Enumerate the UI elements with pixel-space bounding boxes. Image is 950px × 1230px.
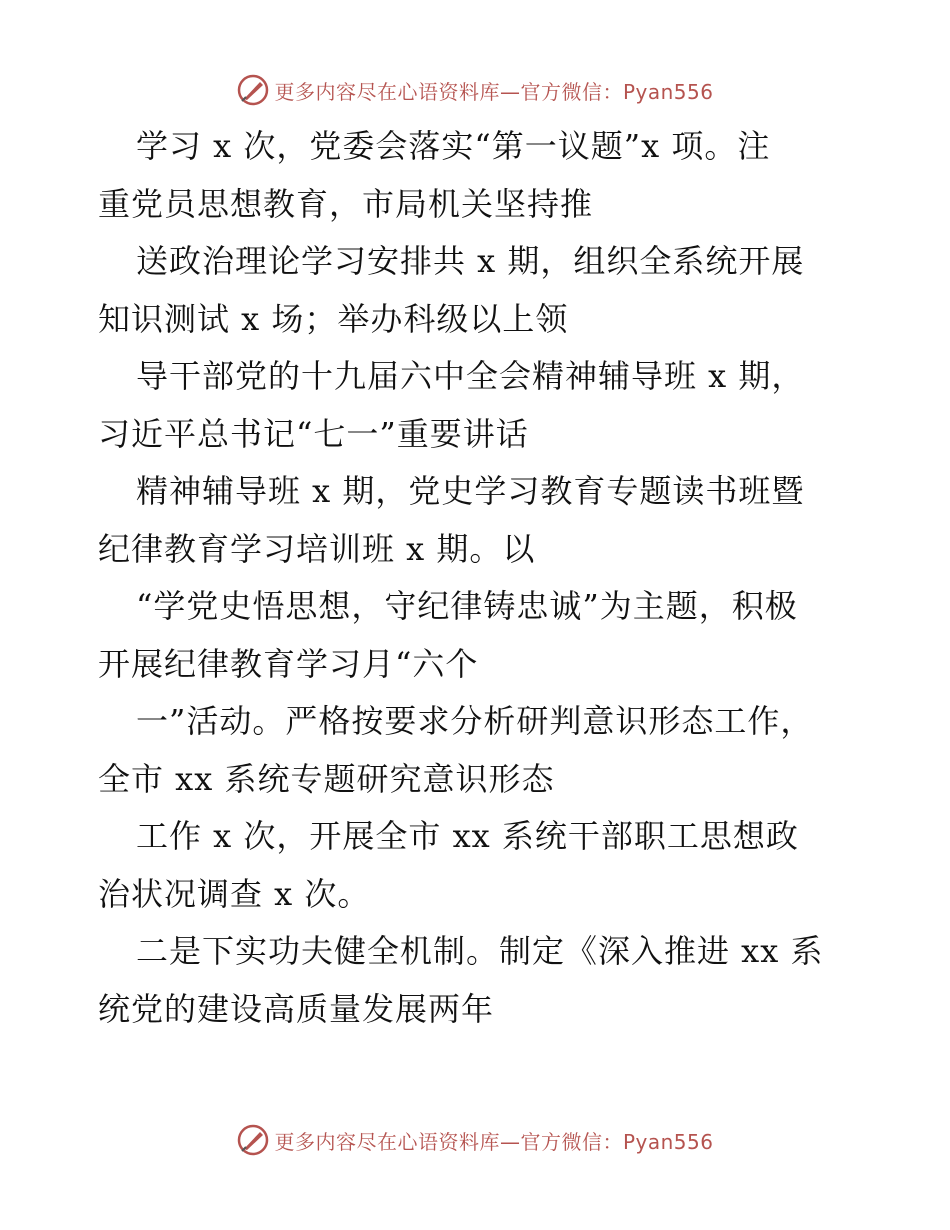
text-line: 一”活动。严格按要求分析研判意识形态工作， [136, 702, 814, 740]
document-body [98, 118, 858, 1038]
text-line: 导干部党的十九届六中全会精神辅导班 x 期， [136, 357, 805, 395]
text-line: 全市 xx 系统专题研究意识形态 [98, 759, 555, 798]
text-line: 二是下实功夫健全机制。制定《深入推进 xx 系 [136, 932, 824, 970]
quill-logo-icon [236, 73, 270, 107]
text-line: 知识测试 x 场；举办科级以上领 [98, 299, 569, 338]
text-line: 开展纪律教育学习月“六个 [98, 644, 479, 683]
text-line: 纪律教育学习培训班 x 期。以 [98, 529, 536, 568]
quill-logo-icon [236, 1123, 270, 1157]
text-line: 工作 x 次，开展全市 xx 系统干部职工思想政 [136, 817, 799, 855]
text-line: 统党的建设高质量发展两年 [98, 989, 495, 1028]
text-line: 重党员思想教育，市局机关坚持推 [98, 184, 594, 223]
text-line: 治状况调查 x 次。 [98, 874, 371, 913]
footer-watermark-banner [0, 1120, 950, 1160]
header-watermark-banner [0, 70, 950, 110]
text-line: 习近平总书记“七一”重要讲话 [98, 414, 529, 453]
header-banner-text: 更多内容尽在心语资料库—官方微信：Pyan556 [274, 79, 714, 104]
footer-banner-text: 更多内容尽在心语资料库—官方微信：Pyan556 [274, 1129, 714, 1154]
text-line: 送政治理论学习安排共 x 期，组织全系统开展 [136, 242, 805, 280]
text-line: 精神辅导班 x 期，党史学习教育专题读书班暨 [136, 472, 805, 510]
text-line: “学党史悟思想，守纪律铸忠诚”为主题，积极 [136, 587, 798, 625]
text-line: 学习 x 次，党委会落实“第一议题”x 项。注 [136, 127, 771, 165]
